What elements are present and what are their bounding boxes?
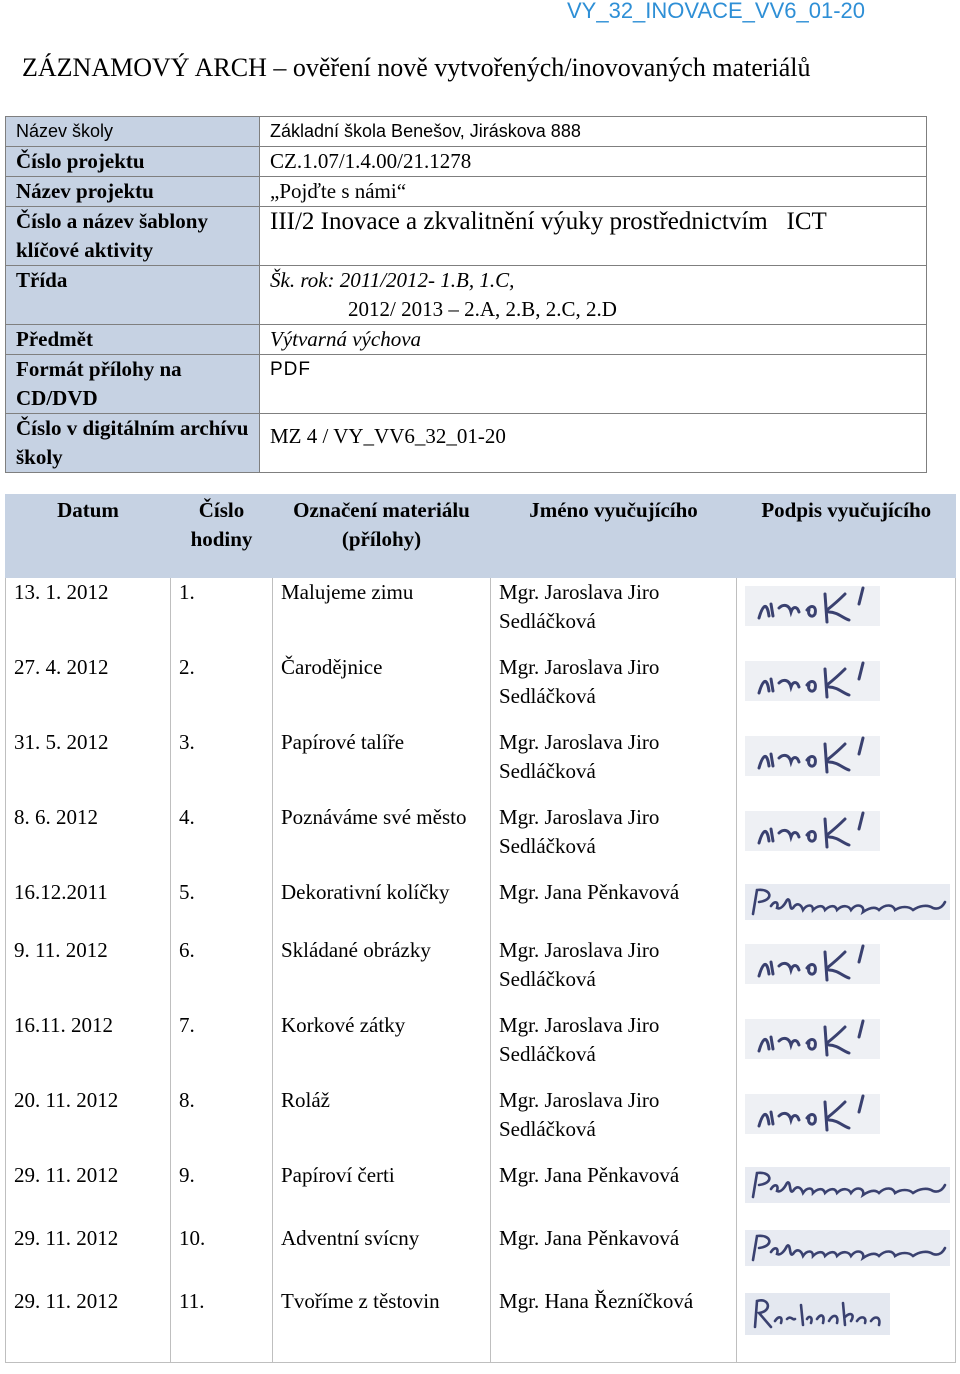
record-material: Dekorativní kolíčky	[273, 878, 491, 936]
record-date: 20. 11. 2012	[6, 1086, 171, 1161]
template-label: Číslo a název šablony klíčové aktivity	[6, 207, 260, 266]
record-row	[6, 653, 956, 728]
record-material: Roláž	[273, 1086, 491, 1161]
record-date: 8. 6. 2012	[6, 803, 171, 878]
record-row	[6, 1011, 956, 1086]
record-teacher: Mgr. Hana Řezníčková	[491, 1287, 737, 1362]
record-teacher: Mgr. Jaroslava Jiro Sedláčková	[491, 728, 737, 803]
record-row	[6, 878, 956, 936]
project-no-label: Číslo projektu	[6, 147, 260, 177]
signature-image	[745, 1165, 951, 1213]
record-lesson: 2.	[171, 653, 273, 728]
record-material: Poznáváme své město	[273, 803, 491, 878]
record-material: Čarodějnice	[273, 653, 491, 728]
document-code: VY_32_INOVACE_VV6_01-20	[567, 0, 865, 23]
signature-image	[745, 1291, 951, 1345]
record-row	[6, 1086, 956, 1161]
record-material: Papíroví čerti	[273, 1161, 491, 1224]
signature-image	[745, 1015, 951, 1069]
page-title: ZÁZNAMOVÝ ARCH – ověření nově vytvořených/inovovaných materiálů	[22, 53, 811, 82]
record-material: Korkové zátky	[273, 1011, 491, 1086]
record-lesson: 4.	[171, 803, 273, 878]
record-date: 9. 11. 2012	[6, 936, 171, 1011]
record-row	[6, 728, 956, 803]
record-signature	[737, 578, 956, 653]
records-body	[6, 578, 956, 1362]
record-signature	[737, 1011, 956, 1086]
record-row	[6, 578, 956, 653]
record-row	[6, 1287, 956, 1362]
record-row	[6, 1161, 956, 1224]
signature-image	[745, 1228, 951, 1276]
record-lesson: 7.	[171, 1011, 273, 1086]
record-material: Skládané obrázky	[273, 936, 491, 1011]
record-lesson: 5.	[171, 878, 273, 936]
header-teacher: Jméno vyučujícího	[491, 494, 737, 578]
record-signature	[737, 1161, 956, 1224]
class-line-2: 2012/ 2013 – 2.A, 2.B, 2.C, 2.D	[348, 297, 617, 321]
archive-value: MZ 4 / VY_VV6_32_01-20	[260, 414, 927, 473]
record-teacher: Mgr. Jaroslava Jiro Sedláčková	[491, 803, 737, 878]
info-table	[5, 116, 927, 473]
format-value: PDF	[260, 355, 927, 414]
record-teacher: Mgr. Jana Pěnkavová	[491, 878, 737, 936]
record-date: 27. 4. 2012	[6, 653, 171, 728]
record-signature	[737, 728, 956, 803]
record-lesson: 10.	[171, 1224, 273, 1287]
signature-image	[745, 582, 951, 636]
format-label: Formát přílohy na CD/DVD	[6, 355, 260, 414]
records-table	[5, 494, 956, 1363]
record-teacher: Mgr. Jaroslava Jiro Sedláčková	[491, 1011, 737, 1086]
signature-image	[745, 1090, 951, 1144]
record-teacher: Mgr. Jana Pěnkavová	[491, 1161, 737, 1224]
record-lesson: 6.	[171, 936, 273, 1011]
record-row	[6, 803, 956, 878]
record-row	[6, 1224, 956, 1287]
record-teacher: Mgr. Jana Pěnkavová	[491, 1224, 737, 1287]
record-material: Adventní svícny	[273, 1224, 491, 1287]
record-teacher: Mgr. Jaroslava Jiro Sedláčková	[491, 578, 737, 653]
school-label: Název školy	[6, 117, 260, 147]
header-material: Označení materiálu (přílohy)	[273, 494, 491, 578]
record-signature	[737, 936, 956, 1011]
record-signature	[737, 1224, 956, 1287]
record-lesson: 3.	[171, 728, 273, 803]
header-signature: Podpis vyučujícího	[737, 494, 956, 578]
record-teacher: Mgr. Jaroslava Jiro Sedláčková	[491, 936, 737, 1011]
signature-image	[745, 807, 951, 861]
record-date: 13. 1. 2012	[6, 578, 171, 653]
class-line-1: Šk. rok: 2011/2012- 1.B, 1.C,	[270, 268, 515, 292]
record-lesson: 11.	[171, 1287, 273, 1362]
school-value: Základní škola Benešov, Jiráskova 888	[260, 117, 927, 147]
template-value: III/2 Inovace a zkvalitnění výuky prostřednictvím ICT	[260, 207, 927, 266]
record-teacher: Mgr. Jaroslava Jiro Sedláčková	[491, 1086, 737, 1161]
record-date: 16.11. 2012	[6, 1011, 171, 1086]
class-value	[260, 266, 927, 325]
project-name-label: Název projektu	[6, 177, 260, 207]
class-label: Třída	[6, 266, 260, 325]
record-date: 31. 5. 2012	[6, 728, 171, 803]
record-material: Tvoříme z těstovin	[273, 1287, 491, 1362]
record-date: 29. 11. 2012	[6, 1161, 171, 1224]
record-signature	[737, 878, 956, 936]
record-date: 16.12.2011	[6, 878, 171, 936]
project-name-value: „Pojďte s námi“	[260, 177, 927, 207]
record-material: Papírové talíře	[273, 728, 491, 803]
header-date: Datum	[6, 494, 171, 578]
record-signature	[737, 1086, 956, 1161]
record-signature	[737, 1287, 956, 1362]
record-lesson: 9.	[171, 1161, 273, 1224]
record-signature	[737, 653, 956, 728]
signature-image	[745, 882, 951, 930]
signature-image	[745, 940, 951, 994]
record-row	[6, 936, 956, 1011]
subject-value: Výtvarná výchova	[260, 325, 927, 355]
record-signature	[737, 803, 956, 878]
record-date: 29. 11. 2012	[6, 1224, 171, 1287]
signature-image	[745, 732, 951, 786]
project-no-value: CZ.1.07/1.4.00/21.1278	[260, 147, 927, 177]
subject-label: Předmět	[6, 325, 260, 355]
archive-label: Číslo v digitálním archívu školy	[6, 414, 260, 473]
record-teacher: Mgr. Jaroslava Jiro Sedláčková	[491, 653, 737, 728]
header-lesson: Číslo hodiny	[171, 494, 273, 578]
signature-image	[745, 657, 951, 711]
record-date: 29. 11. 2012	[6, 1287, 171, 1362]
record-material: Malujeme zimu	[273, 578, 491, 653]
record-lesson: 1.	[171, 578, 273, 653]
record-lesson: 8.	[171, 1086, 273, 1161]
